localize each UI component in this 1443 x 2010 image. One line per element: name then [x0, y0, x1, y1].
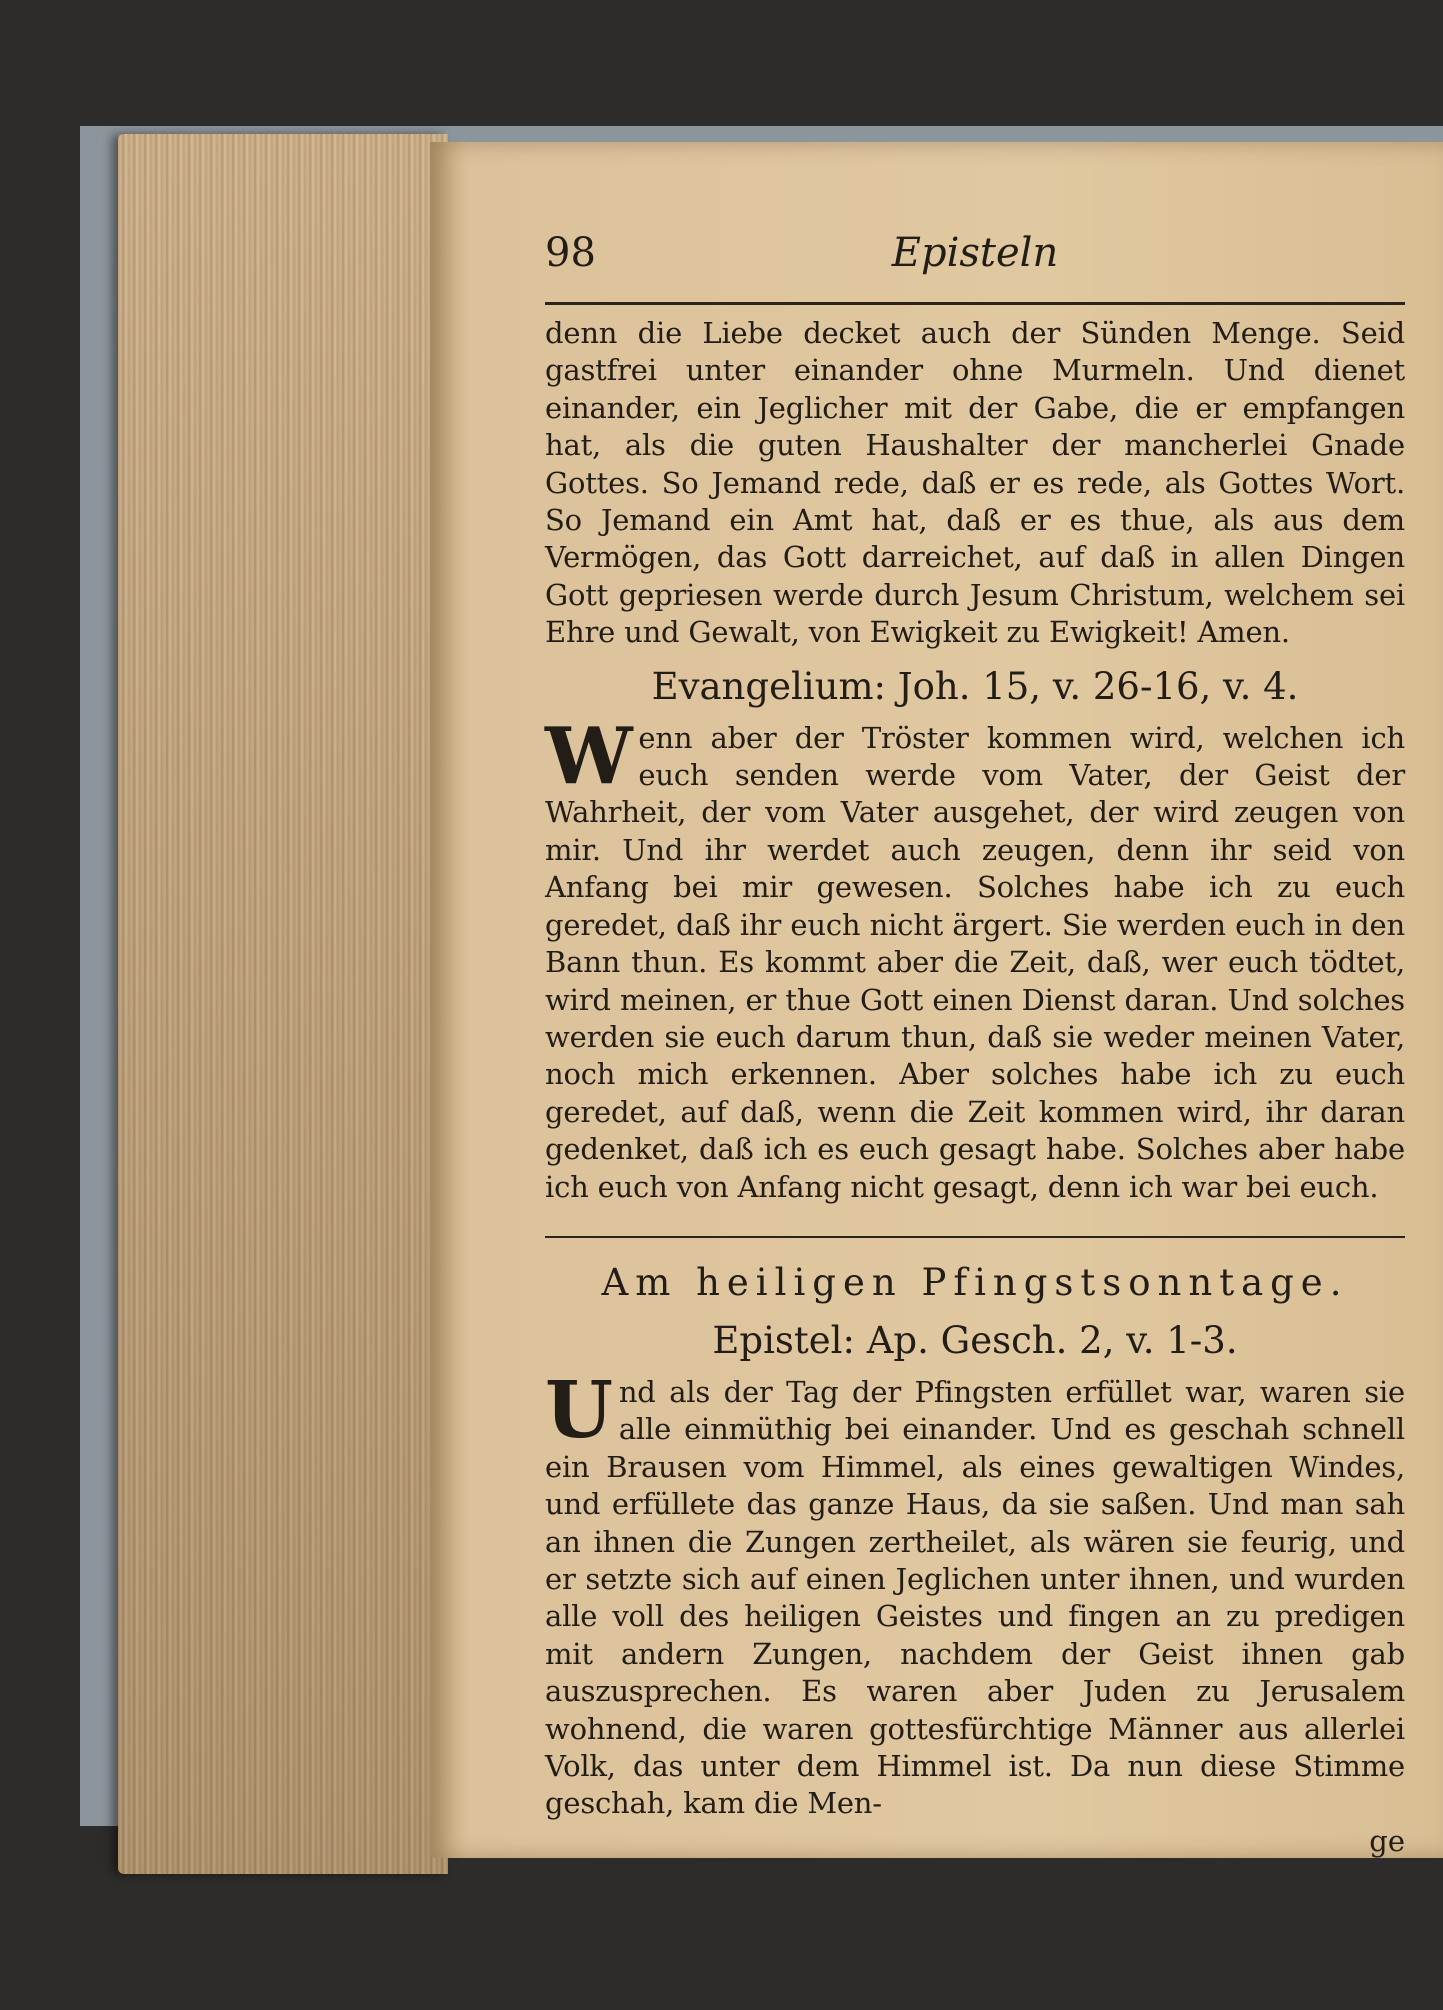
epistle-continuation: denn die Liebe decket auch der Sünden Menge. Seid gastfrei unter einander ohne Murmeln. Und dienet einander, ein Jeglicher mit der Gabe, die er empfangen hat, als die guten Haushalter der mancherlei Gnade Gottes. So Jemand rede, daß er es rede, als Gottes Wort. So Jemand ein Amt hat, daß er es thue, als aus dem Vermögen, das Gott darreichet, auf daß in allen Dingen Gott gepriesen werde durch Jesum Christum, welchem sei Ehre und Gewalt, von Ewigkeit zu Ewigkeit! Amen.: [545, 316, 1405, 650]
page-content: [545, 230, 1405, 1859]
epistle-text: nd als der Tag der Pfingsten erfüllet war, waren sie alle einmüthig bei einander. Und es geschah schnell ein Brausen vom Himmel, als eines gewaltigen Windes, und erfüllete das ganze Haus, da sie saßen. Und man sah an ihnen die Zungen zertheilet, als wären sie feurig, und er setzte sich auf einen Jeglichen unter ihnen, und wurden alle voll des heiligen Geistes und fingen an zu predigen mit andern Zungen, nachdem der Geist ihnen gab auszusprechen. Es waren aber Juden zu Jerusalem wohnend, die waren gottesfürchtige Männer aus allerlei Volk, das unter dem Himmel ist. Da nun diese Stimme geschah, kam die Men-: [545, 1374, 1405, 1821]
epistle-dropcap: U: [545, 1364, 613, 1456]
epistle-paragraph: [545, 1364, 1405, 1823]
gospel-text: enn aber der Tröster kommen wird, welchen ich euch senden werde vom Vater, der Geist der Wahrheit, der vom Vater ausgehet, der wird zeugen von mir. Und ihr werdet auch zeugen, denn ihr seid von Anfang bei mir gewesen. Solches habe ich zu euch geredet, daß ihr euch nicht ärgert. Sie werden euch in den Bann thun. Es kommt aber die Zeit, daß, wer euch tödtet, wird meinen, er thue Gott einen Dienst daran. Und solches werden sie euch darum thun, daß sie weder meinen Vater, noch mich erkennen. Aber solches habe ich zu euch geredet, auf daß, wenn die Zeit kommen wird, ihr daran gedenket, daß ich es euch gesagt habe. Solches aber habe ich euch von Anfang nicht gesagt, denn ich war bei euch.: [545, 720, 1405, 1204]
gospel-paragraph: [545, 710, 1405, 1206]
catchword: ge: [1369, 1823, 1405, 1858]
page-number: 98: [545, 230, 596, 276]
section-rule: [545, 1236, 1405, 1238]
feast-title: Am heiligen Pfingstsonntage.: [601, 1260, 1349, 1304]
gospel-dropcap: W: [545, 710, 633, 802]
running-head: [545, 230, 1405, 292]
epistle-heading: Epistel: Ap. Gesch. 2, v. 1-3.: [712, 1318, 1238, 1362]
page-edges: [118, 134, 448, 1874]
gospel-heading: Evangelium: Joh. 15, v. 26-16, v. 4.: [651, 664, 1299, 708]
header-rule: [545, 302, 1405, 305]
running-title: Episteln: [891, 230, 1059, 276]
